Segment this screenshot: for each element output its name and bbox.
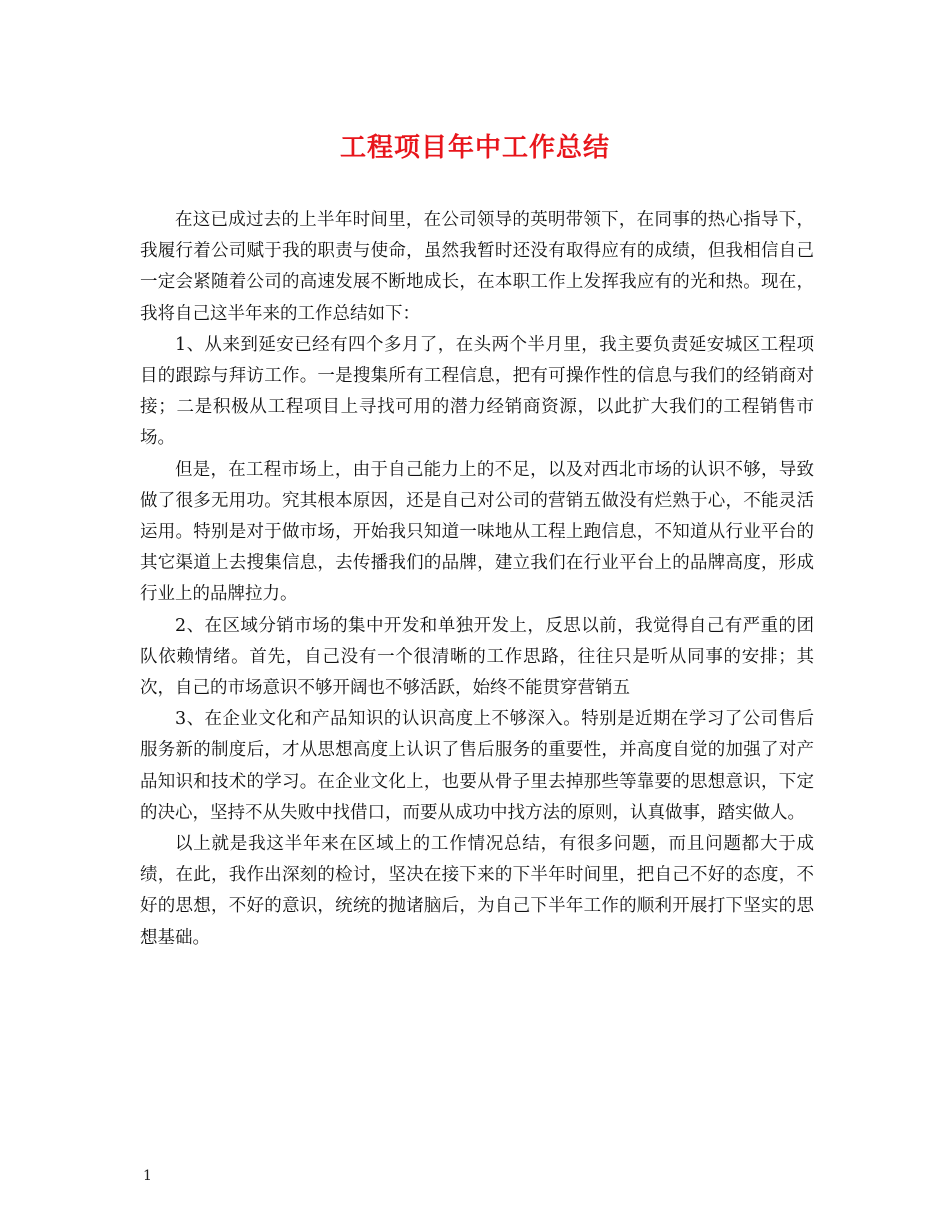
page-number: 1 xyxy=(143,1168,152,1184)
paragraph-conclusion: 以上就是我这半年来在区域上的工作情况总结，有很多问题，而且问题都大于成绩，在此，我作出深刻的检讨，坚决在接下来的下半年时间里，把自己不好的态度，不好的思想，不好的意识，统统的抛诸脑后，为自己下半年工作的顺利开展打下坚实的思想基础。 xyxy=(140,834,814,948)
document-body xyxy=(140,205,814,954)
paragraph-point-3: 3、在企业文化和产品知识的认识高度上不够深入。特别是近期在学习了公司售后服务新的制度后，才从思想高度上认识了售后服务的重要性，并高度自觉的加强了对产品知识和技术的学习。在企业文化上，也要从骨子里去掉那些等靠要的思想意识，下定的决心，坚持不从失败中找借口，而要从成功中找方法的原则，认真做事，踏实做人。 xyxy=(140,709,814,823)
paragraph-point-1: 1、从来到延安已经有四个多月了，在头两个半月里，我主要负责延安城区工程项目的跟踪与拜访工作。一是搜集所有工程信息，把有可操作性的信息与我们的经销商对接；二是积极从工程项目上寻找可用的潜力经销商资源，以此扩大我们的工程销售市场。 xyxy=(140,334,814,449)
paragraph-however: 但是，在工程市场上，由于自己能力上的不足，以及对西北市场的认识不够，导致做了很多无用功。究其根本原因，还是自己对公司的营销五做没有烂熟于心，不能灵活运用。特别是对于做市场，开始我只知道一味地从工程上跑信息，不知道从行业平台的其它渠道上去搜集信息，去传播我们的品牌，建立我们在行业平台上的品牌高度，形成行业上的品牌拉力。 xyxy=(140,459,814,605)
document-title: 工程项目年中工作总结 xyxy=(339,133,610,163)
paragraph-point-2: 2、在区域分销市场的集中开发和单独开发上，反思以前，我觉得自己有严重的团队依赖情绪。首先，自己没有一个很清晰的工作思路，往往只是听从同事的安排；其次，自己的市场意识不够开阔也不够活跃，始终不能贯穿营销五 xyxy=(140,615,814,699)
paragraph-intro: 在这已成过去的上半年时间里，在公司领导的英明带领下，在同事的热心指导下，我履行着公司赋于我的职责与使命，虽然我暂时还没有取得应有的成绩，但我相信自己一定会紧随着公司的高速发展不断地成长，在本职工作上发挥我应有的光和热。现在，我将自己这半年来的工作总结如下： xyxy=(140,210,814,324)
